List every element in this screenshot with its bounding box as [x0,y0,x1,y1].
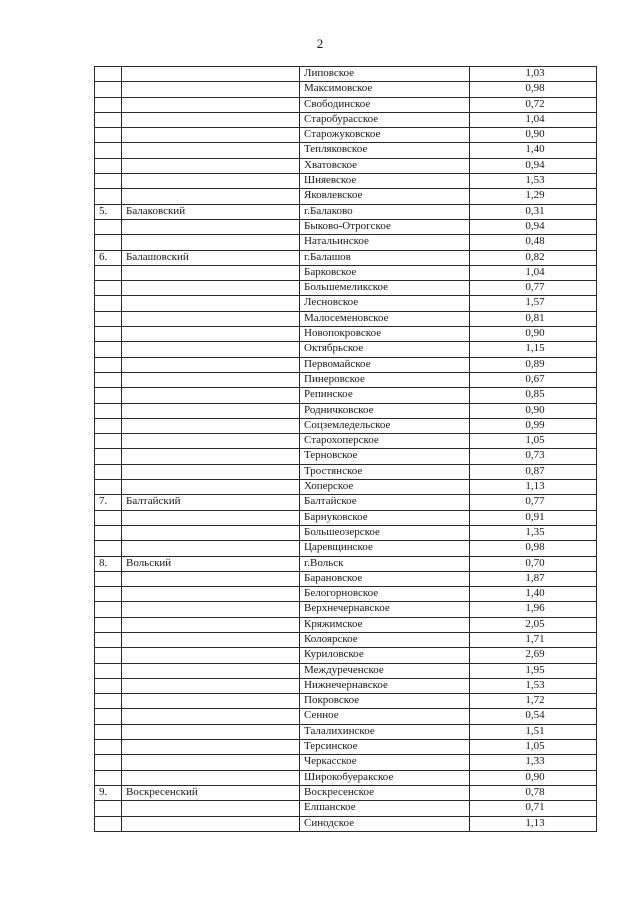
coefficient-value: 1,96 [470,602,597,617]
coefficient-value: 1,13 [470,816,597,831]
row-number [95,67,122,82]
row-number [95,740,122,755]
district-name [122,372,300,387]
row-number [95,464,122,479]
table-row [95,648,597,663]
table-row [95,342,597,357]
coefficient-value: 1,05 [470,434,597,449]
coefficient-value: 0,78 [470,785,597,800]
district-name [122,112,300,127]
settlement-name: Новопокровское [300,327,470,342]
district-name [122,602,300,617]
row-number [95,418,122,433]
row-number [95,449,122,464]
table-row [95,709,597,724]
district-name [122,510,300,525]
table-row [95,327,597,342]
table-row [95,464,597,479]
settlement-coefficients-table [94,66,597,832]
coefficient-value: 1,15 [470,342,597,357]
table-row [95,510,597,525]
table-row [95,388,597,403]
table-row [95,678,597,693]
settlement-name: Тростянское [300,464,470,479]
settlement-name: Лесновское [300,296,470,311]
page-number: 2 [316,36,324,51]
settlement-name: г.Балаково [300,204,470,219]
settlement-name: Барнуковское [300,510,470,525]
row-number: 8. [95,556,122,571]
table-row [95,235,597,250]
table-row [95,418,597,433]
row-number [95,434,122,449]
district-name [122,143,300,158]
district-name [122,801,300,816]
settlement-name: Большемеликское [300,281,470,296]
row-number [95,281,122,296]
district-name [122,82,300,97]
settlement-name: Барановское [300,571,470,586]
table-row [95,663,597,678]
district-name [122,480,300,495]
table-row [95,617,597,632]
table-row [95,112,597,127]
district-name [122,541,300,556]
row-number [95,648,122,663]
coefficient-value: 1,33 [470,755,597,770]
settlement-name: Белогорновское [300,587,470,602]
coefficient-value: 0,73 [470,449,597,464]
district-name [122,755,300,770]
coefficient-value: 1,57 [470,296,597,311]
row-number [95,265,122,280]
table-row [95,556,597,571]
settlement-name: Талалихинское [300,724,470,739]
table-row [95,525,597,540]
table-row [95,740,597,755]
district-name [122,434,300,449]
settlement-name: Сенное [300,709,470,724]
row-number [95,678,122,693]
coefficient-value: 0,31 [470,204,597,219]
row-number [95,755,122,770]
coefficient-value: 0,48 [470,235,597,250]
row-number [95,311,122,326]
row-number: 6. [95,250,122,265]
district-name [122,158,300,173]
district-name [122,632,300,647]
coefficient-value: 0,94 [470,219,597,234]
coefficient-value: 0,91 [470,510,597,525]
coefficient-value: 1,04 [470,265,597,280]
coefficient-value: 1,04 [470,112,597,127]
settlement-name: Свободинское [300,97,470,112]
row-number [95,342,122,357]
table-row [95,219,597,234]
row-number: 9. [95,785,122,800]
district-name [122,571,300,586]
table-row [95,403,597,418]
coefficient-value: 0,77 [470,281,597,296]
coefficient-value: 0,77 [470,495,597,510]
settlement-name: Колоярское [300,632,470,647]
district-name [122,648,300,663]
settlement-name: Тепляковское [300,143,470,158]
settlement-name: Покровское [300,694,470,709]
table-row [95,357,597,372]
district-name: Балаковский [122,204,300,219]
row-number [95,372,122,387]
row-number [95,510,122,525]
settlement-name: Яковлевское [300,189,470,204]
coefficient-value: 1,87 [470,571,597,586]
row-number [95,327,122,342]
settlement-name: Верхнечернавское [300,602,470,617]
table-body [95,67,597,832]
district-name [122,694,300,709]
district-name: Балтайский [122,495,300,510]
row-number [95,97,122,112]
row-number [95,403,122,418]
coefficient-value: 0,82 [470,250,597,265]
coefficient-value: 0,94 [470,158,597,173]
table-row [95,724,597,739]
coefficient-value: 1,53 [470,678,597,693]
district-name [122,327,300,342]
district-name [122,296,300,311]
table-row [95,602,597,617]
row-number [95,189,122,204]
settlement-name: Терсинское [300,740,470,755]
district-name [122,174,300,189]
coefficient-value: 1,05 [470,740,597,755]
coefficient-value: 1,40 [470,143,597,158]
settlement-name: Синодское [300,816,470,831]
row-number [95,587,122,602]
settlement-name: Черкасское [300,755,470,770]
district-name [122,128,300,143]
district-name [122,525,300,540]
row-number: 7. [95,495,122,510]
district-name [122,357,300,372]
settlement-name: Первомайское [300,357,470,372]
coefficient-value: 0,90 [470,128,597,143]
coefficient-value: 0,67 [470,372,597,387]
settlement-name: Большеозерское [300,525,470,540]
district-name [122,770,300,785]
table-row [95,82,597,97]
row-number [95,602,122,617]
row-number [95,112,122,127]
row-number [95,541,122,556]
table-row [95,296,597,311]
district-name: Балашовский [122,250,300,265]
district-name [122,663,300,678]
row-number [95,709,122,724]
row-number [95,724,122,739]
settlement-name: г.Вольск [300,556,470,571]
coefficient-value: 1,95 [470,663,597,678]
district-name [122,403,300,418]
table-row [95,128,597,143]
coefficient-value: 0,87 [470,464,597,479]
district-name [122,418,300,433]
district-name [122,816,300,831]
row-number [95,388,122,403]
table-row [95,174,597,189]
table-row [95,158,597,173]
district-name: Вольский [122,556,300,571]
table-row [95,67,597,82]
coefficient-value: 1,51 [470,724,597,739]
district-name [122,617,300,632]
row-number [95,525,122,540]
settlement-name: Кряжимское [300,617,470,632]
district-name [122,464,300,479]
coefficient-value: 0,98 [470,82,597,97]
district-name [122,449,300,464]
settlement-name: Царевщинское [300,541,470,556]
settlement-name: Октябрьское [300,342,470,357]
coefficient-value: 0,70 [470,556,597,571]
row-number [95,235,122,250]
coefficient-value: 0,98 [470,541,597,556]
row-number [95,158,122,173]
coefficient-value: 0,81 [470,311,597,326]
coefficient-value: 1,40 [470,587,597,602]
settlement-name: Липовское [300,67,470,82]
district-name [122,281,300,296]
table-row [95,189,597,204]
table-row [95,434,597,449]
settlement-name: Малосеменовское [300,311,470,326]
row-number [95,296,122,311]
settlement-name: Родничковское [300,403,470,418]
settlement-name: Нижнечернавское [300,678,470,693]
settlement-name: Шняевское [300,174,470,189]
coefficient-value: 2,05 [470,617,597,632]
row-number [95,357,122,372]
row-number: 5. [95,204,122,219]
settlement-name: Старожуковское [300,128,470,143]
settlement-name: Хоперское [300,480,470,495]
district-name [122,219,300,234]
table-row [95,801,597,816]
coefficient-value: 1,29 [470,189,597,204]
table-row [95,587,597,602]
district-name [122,235,300,250]
coefficient-value: 1,13 [470,480,597,495]
row-number [95,219,122,234]
coefficient-value: 0,89 [470,357,597,372]
table-row [95,449,597,464]
row-number [95,174,122,189]
row-number [95,480,122,495]
settlement-name: Воскресенское [300,785,470,800]
table-row [95,770,597,785]
coefficient-value: 0,72 [470,97,597,112]
table-row [95,694,597,709]
coefficient-value: 0,99 [470,418,597,433]
coefficient-value: 0,90 [470,403,597,418]
table-row [95,281,597,296]
row-number [95,816,122,831]
district-name [122,587,300,602]
table-row [95,571,597,586]
district-name [122,189,300,204]
district-name [122,678,300,693]
district-name [122,740,300,755]
coefficient-value: 0,54 [470,709,597,724]
settlement-name: Максимовское [300,82,470,97]
coefficient-value: 1,72 [470,694,597,709]
table-row [95,250,597,265]
table-row [95,265,597,280]
settlement-name: Широкобуеракское [300,770,470,785]
settlement-name: Хватовское [300,158,470,173]
row-number [95,801,122,816]
row-number [95,617,122,632]
settlement-name: Куриловское [300,648,470,663]
table-row [95,541,597,556]
settlement-name: Междуреченское [300,663,470,678]
table-row [95,495,597,510]
district-name [122,265,300,280]
district-name [122,724,300,739]
coefficient-value: 0,90 [470,770,597,785]
row-number [95,82,122,97]
district-name [122,342,300,357]
settlement-name: Балтайское [300,495,470,510]
settlement-name: Терновское [300,449,470,464]
district-name [122,67,300,82]
table-row [95,204,597,219]
row-number [95,571,122,586]
row-number [95,770,122,785]
row-number [95,694,122,709]
district-name [122,388,300,403]
table-row [95,632,597,647]
table-row [95,97,597,112]
coefficient-value: 1,71 [470,632,597,647]
district-name [122,709,300,724]
table-row [95,143,597,158]
coefficient-value: 0,90 [470,327,597,342]
settlement-name: Елшанское [300,801,470,816]
settlement-name: г.Балашов [300,250,470,265]
settlement-name: Старохоперское [300,434,470,449]
settlement-name: Пинеровское [300,372,470,387]
table-row [95,372,597,387]
settlement-name: Соцземледельское [300,418,470,433]
coefficient-value: 1,35 [470,525,597,540]
table-row [95,816,597,831]
coefficient-value: 1,53 [470,174,597,189]
district-name: Воскресенский [122,785,300,800]
coefficient-value: 1,03 [470,67,597,82]
district-name [122,97,300,112]
row-number [95,663,122,678]
settlement-name: Барковское [300,265,470,280]
settlement-name: Старобурасское [300,112,470,127]
table-row [95,785,597,800]
coefficient-value: 0,85 [470,388,597,403]
district-name [122,311,300,326]
settlement-name: Репинское [300,388,470,403]
row-number [95,143,122,158]
coefficient-value: 2,69 [470,648,597,663]
coefficient-value: 0,71 [470,801,597,816]
table-row [95,480,597,495]
settlement-name: Натальинское [300,235,470,250]
row-number [95,632,122,647]
settlement-name: Быково-Отрогское [300,219,470,234]
row-number [95,128,122,143]
table-row [95,311,597,326]
table-row [95,755,597,770]
